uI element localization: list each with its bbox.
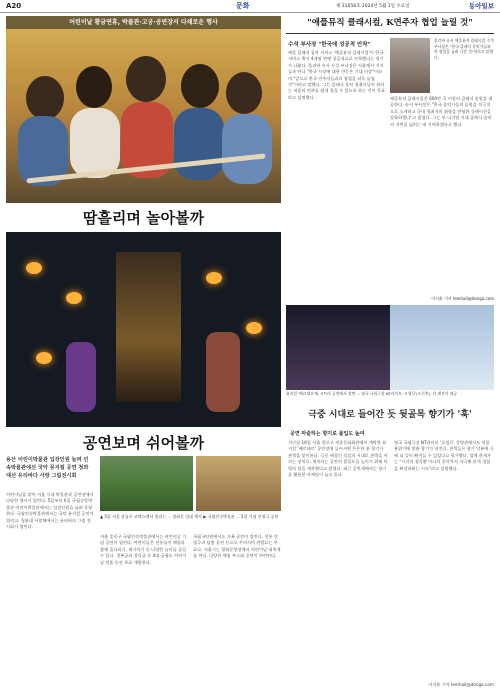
- outdoor-event-photo: [100, 456, 193, 511]
- article-body-column: 지난달 16일 서울 종로구 세종문화회관에서 개막한 뮤지컬 '베르테르' 공연장에 들어서면 은은한 꽃 향기가 관객을 맞이한다. 극중 배경인 독일의 시대로 관객을 이끄는 장치로, 제작사는 공연의 몰입도를 높이기 위해 특별히 향을 제작했다고 밝혔다. 최근 공연계에서는 향기를 활용한 마케팅이 늘고 있다.: [288, 440, 388, 478]
- headline-play: 땀흘리며 놀아볼까: [82, 209, 205, 227]
- article-subhead: 용산 어린이박물관 입장인원 늘려 민속박물관에선 국악 뮤지컬 공연 청와대선 유리바다 사랑 그림전시회: [6, 457, 89, 479]
- photo-caption: 뮤지컬 '베르테르'와 시트러 공연에서 장면 ... 영국 국립극장 NT라이브 '오셀로'(오른쪽). 각 제작사 제공: [286, 391, 457, 396]
- divider: [286, 33, 494, 34]
- article-subhead: 공연 마술하는 향기로 몰입도 높여: [290, 431, 365, 437]
- child-figure: [76, 66, 112, 108]
- article-subhead: 수석 부사장 "한국에 성공적 안착": [288, 42, 371, 48]
- issue-date: 제 31658호 2024년 5월 1일 수요일: [336, 4, 410, 9]
- child-clothing: [70, 108, 120, 178]
- play-scene-right: [390, 305, 494, 390]
- lantern-light: [26, 262, 42, 274]
- executive-portrait-photo: [390, 38, 430, 93]
- article-body-column: 애플뮤직 클래시컬은 600만 곡 이상의 클래식 음원을 제공한다. 슈서 부사장은 "한국 음악가들의 음원을 적극적으로 소개하고 국내 청취자의 취향을 반영한 큐레이션을 강화하겠다"고 밝혔다. 그는 또 디지털 시대 클래식 음악의 저변을 넓히는 데 기여하겠다고 했다.: [390, 96, 493, 127]
- headline-apple-music: "애플뮤직 클래시컬, K연주자 협업 늘릴 것": [307, 18, 473, 28]
- child-figure: [26, 76, 64, 120]
- article-body-column: 애플 클래식 음악 서비스 '애플뮤직 클래시컬'이 한국 서비스 출시 4개월 만에 성공적으로 안착했다는 평가가 나왔다. 올리버 슈서 수석 부사장은 서울에서 기자들과 만나 "한국 시장에 대한 반응은 기대 이상"이라며 "앞으로 한국 연주자들과의 협업을 더욱 늘릴 것"이라고 말했다. 그는 클래식 음악 청취자들이 원하는 작품과 연주를 쉽게 찾을 수 있도록 하는 것이 목표라고 설명했다.: [288, 50, 385, 100]
- child-clothing: [222, 114, 272, 184]
- newspaper-logo: 동아일보: [468, 2, 494, 10]
- photo-caption: 올리버 슈서 애플뮤직 클래시컬 수석 부사장은 "한국 클래식 음악가들과의 협업을 늘려 나갈 것"이라고 말했다.: [434, 38, 494, 60]
- page-number: A20: [6, 2, 22, 10]
- child-figure: [226, 72, 262, 114]
- musical-scene-left: [286, 305, 390, 390]
- article-body-column: 국립국악원에서도 가족 공연이 열린다. 전통 인형극과 탈춤 공연 등으로 꾸며지며 관람료는 무료다. 서울시는 광화문광장에서 어린이날 대축제를 연다. 다양한 체험 부스와 공연이 마련된다.: [193, 534, 281, 559]
- lantern-light: [66, 292, 82, 304]
- article-body-column: 서울 종로구 국립민속박물관에서는 어린이날 기념 공연이 열린다. 어린이들은 전통놀이 체험과 함께 줄다리기, 제기차기 등 다양한 놀이를 즐길 수 있다. 경복궁과 창덕궁 등 4대 궁궐도 어린이날 연휴 동안 무료 개방한다.: [100, 534, 187, 565]
- page-header: [0, 0, 500, 13]
- section-title: 문화: [236, 2, 250, 10]
- lantern-light: [36, 352, 52, 364]
- headline-rest: 공연보며 쉬어볼까: [82, 434, 205, 452]
- byline: 이지윤 기자 leemail@donga.com: [428, 682, 494, 687]
- lantern-performance-photo: [6, 232, 281, 427]
- lantern-light: [206, 272, 222, 284]
- byline: 이지윤 기자 leemail@donga.com: [431, 296, 494, 301]
- photo-caption: ▲ 5일 서울 강남구 코엑스에서 열리는 ... 광화문 일대 행사 ▶ 국립민속박물관 ... 5일 기념 인형극 공연: [100, 514, 279, 519]
- puppet-show-photo: [196, 456, 281, 511]
- article-body-column: 어린이날을 맞아 서울 시내 박물관과 공연장에서 다양한 행사가 열린다. 5일부터 6일 국립중앙박물관 어린이박물관에서는 입장인원을 늘려 운영한다. 국립민속박물관에서는 국악 뮤지컬 공연이 열리고, 청와대 사랑채에서는 유리바다 그림 전시회가 열린다.: [6, 492, 94, 530]
- lantern-light: [246, 322, 262, 334]
- photo-banner-caption: 어린이날 황금연휴, 박물관·고궁·공연장서 다채로운 행사: [6, 16, 281, 29]
- performer-figure: [206, 332, 240, 412]
- headline-scent: 극중 시대로 들어간 듯 뒷골목 향기가 '훅': [308, 410, 472, 420]
- stage-lantern: [116, 252, 181, 402]
- children-tug-of-war-photo: [6, 16, 281, 203]
- article-body-column: 영국 국립극장 NT라이브 '오셀로' 상영관에서도 작품 분위기에 맞춘 향기가 퍼진다. 관객들은 향기 덕분에 극에 더 깊이 빠져들 수 있었다고 평가했다. 업계 관계자는 "시각과 청각뿐 아니라 후각까지 자극해 관객 경험을 확장하려는 시도"라고 설명했다.: [394, 440, 494, 471]
- performer-figure: [66, 342, 96, 412]
- child-figure: [181, 64, 219, 108]
- child-figure: [126, 56, 166, 102]
- child-clothing: [174, 108, 224, 180]
- musical-stage-photos: [286, 305, 494, 390]
